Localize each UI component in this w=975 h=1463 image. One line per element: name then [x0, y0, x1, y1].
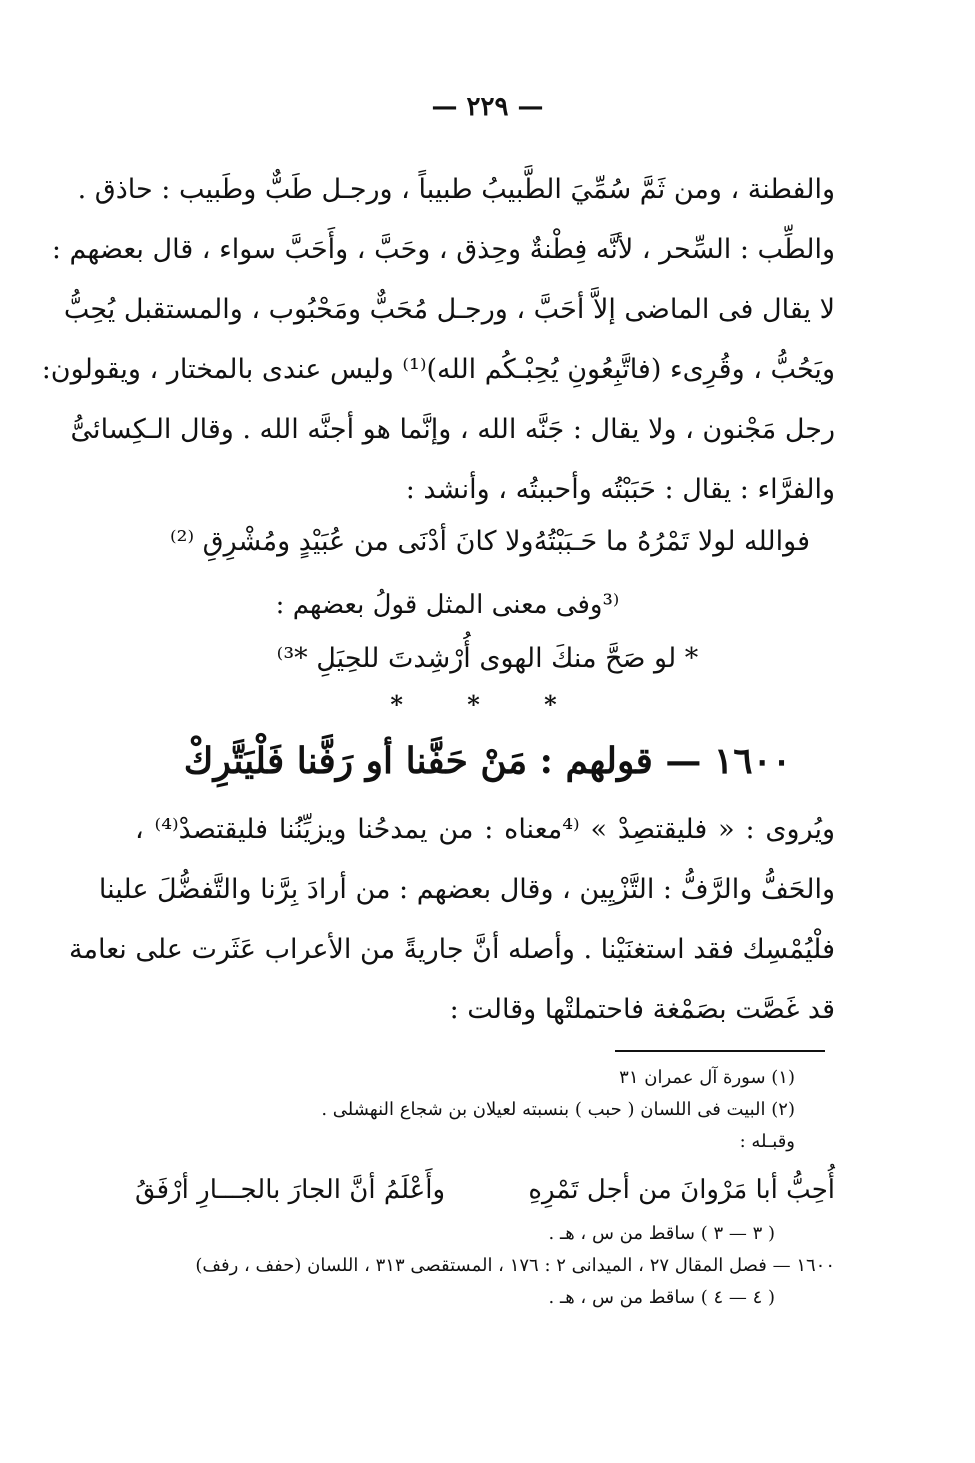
verse-first-hemistich: فوالله لولا تَمْرُهُ ما حَـبَبْتُهُ [533, 526, 810, 557]
footnote-verse [135, 1162, 835, 1218]
text-line: رجل مَجْنون ، ولا يقال : جَنَّه الله ، وإنَّما هو أجنَّه الله . وقال الـكِسائىُّ [70, 414, 835, 445]
footnote: ( ٤ — ٤ ) ساقط من س ، هـ . [548, 1287, 775, 1308]
footnote: (١) سورة آل عمران ٣١ [619, 1067, 795, 1088]
entry-text [69, 800, 835, 1040]
text-line: والفرَّاء : يقال : حَبَبْتُه وأحببتُه ، وأنشد : [405, 474, 835, 505]
verse-second-hemistich: ولا كانَ أدْنَى من عُبَيْدٍ ومُشْرِقِ ⁽²⁾ [170, 526, 534, 557]
footnote: ( ٣ — ٣ ) ساقط من س ، هـ . [548, 1223, 775, 1244]
footnote-verse-second-hemistich: وأَعْلَمُ أنَّ الجارَ بالجـــارِ أرْفَقُ [135, 1175, 446, 1205]
text-line: والفطنة ، ومن ثَمَّ سُمِّيَ الطَّبيبُ طبيباً ، ورجـل طَبٌّ وطَبيب : حاذق . [77, 174, 835, 205]
text-line: والحَفُّ والرَّفُّ : التَّزْيِين ، وقال بعضهم : من أرادَ بِرَّنا والتَّفضُّلَ علينا [98, 874, 835, 905]
footnote: (٢) البيت فى اللسان ( حبب ) بنسبته لعيلان بن شجاع النهشلى . [321, 1099, 795, 1120]
text-line: لا يقال فى الماضى إلاَّ أحَبَّ ، ورجـل مُحَبٌّ ومَحْبُوب ، والمستقبل يُحِبُّ [63, 294, 835, 325]
entry-heading: ١٦٠٠ — قولهم : مَنْ حَفَّنا أو رَفَّنا فَلْيَتَّرِكْ [183, 740, 792, 782]
section-separator: * * * [390, 690, 585, 719]
text-line: ويُروى : « فليقتصِدْ » ⁽⁴معناه : من يمدحُنا ويزيِّنُنا فليقتصدْ⁽⁴⁾ ، [135, 814, 835, 845]
footnotes [135, 1062, 835, 1314]
main-text [41, 160, 835, 520]
text-line: ويَحُبُّ ، وقُرِىء (فاتَّبِعُونِ يُحِبْـكُم الله)⁽¹⁾ وليس عندى بالمختار ، ويقولون: [41, 354, 835, 385]
footnote: وقبـله : [739, 1131, 795, 1152]
poetry-verse [170, 512, 810, 572]
text-line: قد غَصَّت بصَمْغة فاحتملتْها وقالت : [449, 994, 835, 1025]
half-verse: * لو صَحَّ منكَ الهوى أُرْشِدتَ للحِيَلِ *³⁾ [276, 643, 699, 674]
verse-intro: ⁽³وفى معنى المثل قولُ بعضهم : [275, 590, 620, 620]
footnote-divider [615, 1050, 825, 1052]
footnote-verse-first-hemistich: أُحِبُّ أبا مَرْوانَ من أجل تَمْرِهِ [528, 1175, 835, 1205]
footnote-source: ١٦٠٠ — فصل المقال ٢٧ ، الميدانى ٢ : ١٧٦ ، المستقصى ٣١٣ ، اللسان (حفف ، رفف) [195, 1255, 835, 1276]
text-line: فلْيُمْسِك فقد استغنَيْنا . وأصله أنَّ جاريةً من الأعراب عَثَرت على نعامة [69, 934, 835, 965]
page-number: — ٢٢٩ — [431, 92, 544, 122]
text-line: والطِّب : السِّحر ، لأنَّه فِطْنةٌ وحِذق ، وحَبَّ ، وأَحَبَّ سواء ، قال بعضهم : [51, 234, 835, 265]
